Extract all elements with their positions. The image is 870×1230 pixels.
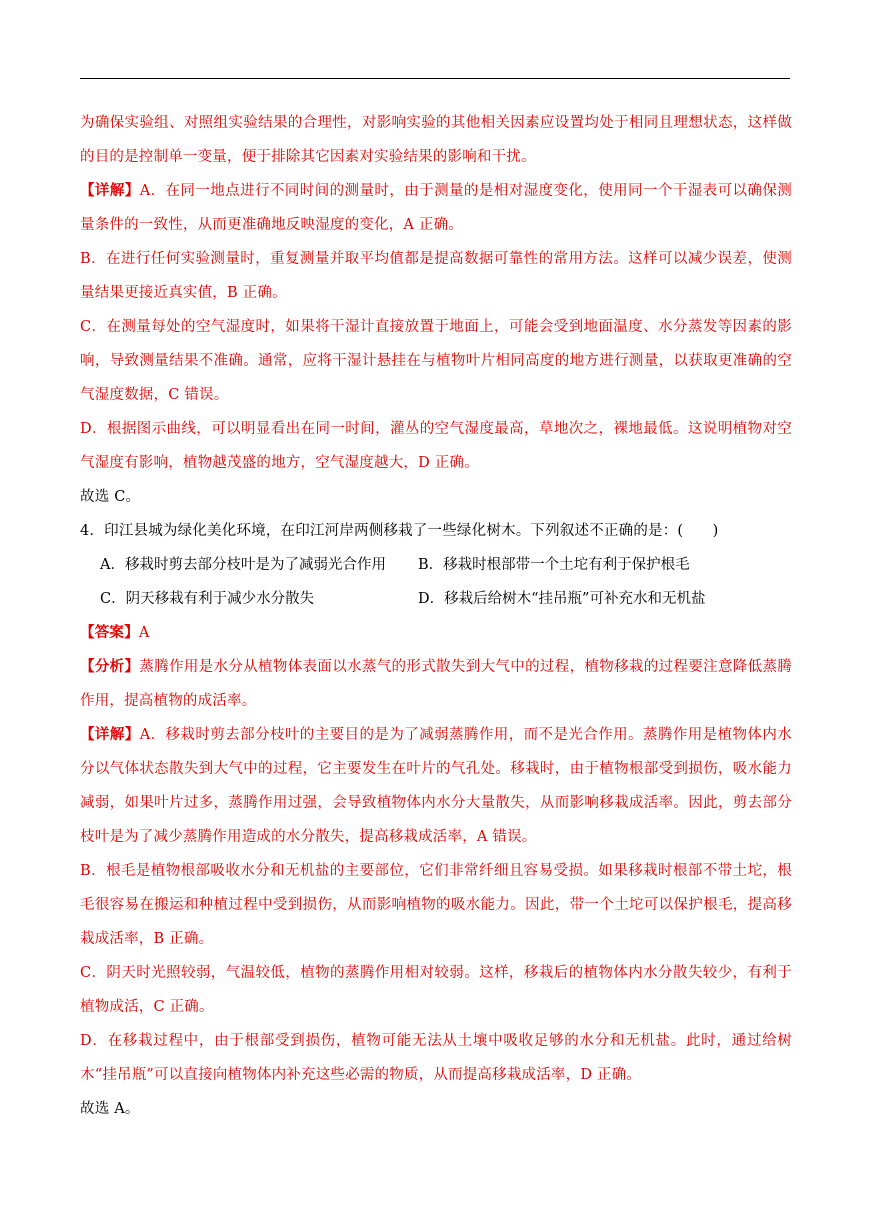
option-d: D．移栽后给树木“挂吊瓶”可补充水和无机盐: [418, 591, 706, 607]
option-row-2: [80, 582, 792, 616]
choose-line: 故选 A。: [80, 1101, 140, 1117]
option-a: A．移栽时剪去部分枝叶是为了减弱光合作用: [100, 557, 386, 573]
prev-analysis-continuation: 为确保实验组、对照组实验结果的合理性，对影响实验的其他相关因素应设置均处于相同且理想状态，这样做的目的是控制单一变量，便于排除其它因素对实验结果的影响和干扰。: [80, 115, 792, 165]
prev-detail-a-text: A．在同一地点进行不同时间的测量时，由于测量的是相对湿度变化，使用同一个干湿表可以确保测量条件的一致性，从而更准确地反映湿度的变化，A 正确。: [80, 183, 792, 233]
answer-tag: 【答案】: [80, 624, 139, 641]
question-4-stem: 4．印江县城为绿化美化环境，在印江河岸两侧移栽了一些绿化树木。下列叙述不正确的是：( ): [80, 523, 719, 539]
detail-c-paragraph: C．阴天时光照较弱，气温较低，植物的蒸腾作用相对较弱。这样，移栽后的植物体内水分散失较少，有利于植物成活，C 正确。: [80, 965, 792, 1015]
option-b: B．移栽时根部带一个土坨有利于保护根毛: [418, 557, 690, 573]
option-c: C．阴天移栽有利于减少水分散失: [100, 591, 315, 607]
prev-choose: 故选 C。: [80, 489, 141, 505]
detail-tag-q4: 【详解】: [80, 726, 140, 743]
prev-detail-b: B．在进行任何实验测量时，重复测量并取平均值都是提高数据可靠性的常用方法。这样可以减少误差，使测量结果更接近真实值，B 正确。: [80, 251, 792, 301]
detail-tag: 【详解】: [80, 182, 140, 199]
prev-detail-d: D．根据图示曲线，可以明显看出在同一时间，灌丛的空气湿度最高，草地次之，裸地最低。这说明植物对空气湿度有影响，植物越茂盛的地方，空气湿度越大，D 正确。: [80, 421, 792, 471]
answer-value: A: [138, 625, 150, 641]
prev-detail-c: C．在测量每处的空气湿度时，如果将干湿计直接放置于地面上，可能会受到地面温度、水分蒸发等因素的影响，导致测量结果不准确。通常，应将干湿计悬挂在与植物叶片相同高度的地方进行测量，以获取更准确的空气湿度数据，C 错误。: [80, 319, 792, 403]
detail-b-paragraph: B．根毛是植物根部吸收水分和无机盐的主要部位，它们非常纤细且容易受损。如果移栽时根部不带土坨，根毛很容易在搬运和种植过程中受到损伤，从而影响植物的吸水能力。因此，带一个土坨可以保护根毛，提高移栽成活率，B 正确。: [80, 863, 792, 947]
page-content: [80, 106, 792, 1126]
analysis-tag: 【分析】: [80, 658, 140, 675]
detail-a-text: A．移栽时剪去部分枝叶的主要目的是为了减弱蒸腾作用，而不是光合作用。蒸腾作用是植物体内水分以气体状态散失到大气中的过程，它主要发生在叶片的气孔处。移栽时，由于植物根部受到损伤，吸水能力减弱，如果叶片过多，蒸腾作用过强，会导致植物体内水分大量散失，从而影响移栽成活率。因此，剪去部分枝叶是为了减少蒸腾作用造成的水分散失，提高移栽成活率，A 错误。: [80, 727, 792, 845]
analysis-paragraph: [80, 650, 792, 718]
prev-detail-a: [80, 174, 792, 242]
answer-line: [80, 616, 792, 650]
analysis-text: 蒸腾作用是水分从植物体表面以水蒸气的形式散失到大气中的过程，植物移栽的过程要注意降低蒸腾作用，提高植物的成活率。: [80, 659, 792, 709]
detail-d-paragraph: D．在移栽过程中，由于根部受到损伤，植物可能无法从土壤中吸收足够的水分和无机盐。此时，通过给树木“挂吊瓶”可以直接向植物体内补充这些必需的物质，从而提高移栽成活率，D 正确。: [80, 1033, 792, 1083]
detail-a-paragraph: [80, 718, 792, 854]
option-row-1: [80, 548, 792, 582]
header-rule: [80, 78, 790, 79]
